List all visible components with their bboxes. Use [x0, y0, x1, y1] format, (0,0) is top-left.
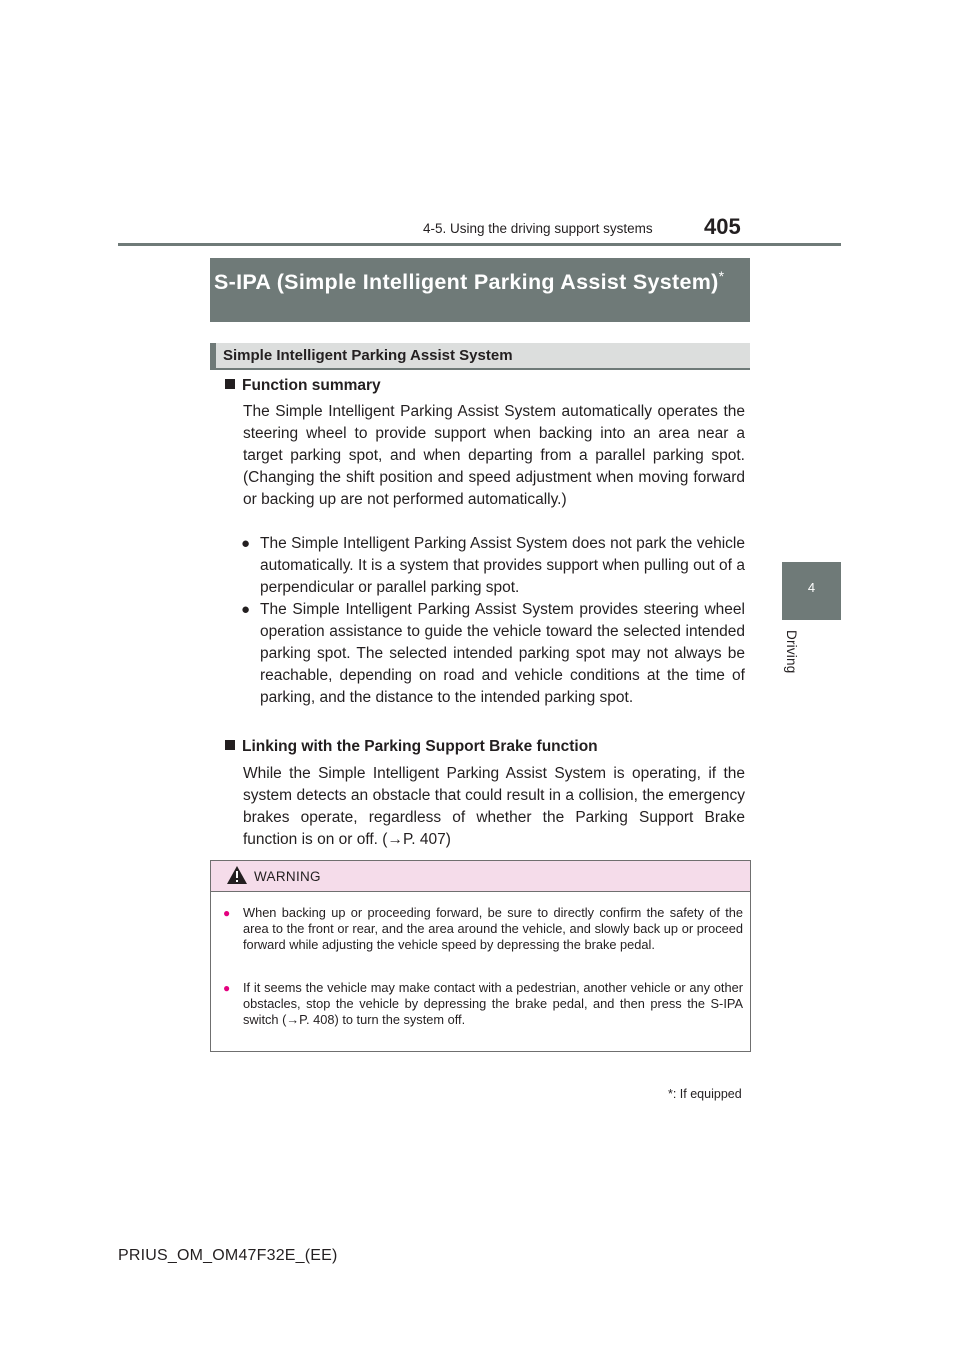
linking-heading	[225, 737, 598, 757]
bullet-dot-icon: ●	[241, 601, 251, 618]
warning-title: WARNING	[254, 869, 321, 884]
linking-heading-text: Linking with the Parking Support Brake function	[242, 738, 598, 755]
linking-body: While the Simple Intelligent Parking Assist System is operating, if the system detects an obstacle that could result in a collision, the emergency brakes operate, regardless of whether the Parking Support Brake function is on or off. (→P. 407)	[243, 765, 745, 848]
chapter-label: Driving	[784, 630, 799, 674]
square-bullet-icon	[225, 740, 235, 750]
warning-text: If it seems the vehicle may make contact with a pedestrian, another vehicle or any other obstacles, stop the vehicle by depressing the brake pedal, and then press the S-IPA switch (→P. 408) to turn the system off.	[243, 980, 743, 1027]
function-summary-heading-text: Function summary	[242, 377, 381, 394]
list-item	[241, 533, 745, 599]
warning-bullet-icon: ●	[223, 906, 231, 920]
bullet-dot-icon: ●	[241, 535, 251, 552]
subheading-accent	[210, 343, 216, 370]
list-item	[241, 599, 745, 709]
warning-item	[223, 980, 743, 1028]
function-summary-heading	[225, 376, 381, 396]
subheading: Simple Intelligent Parking Assist System	[223, 347, 513, 364]
warning-bullet-icon: ●	[223, 981, 231, 995]
document-code: PRIUS_OM_OM47F32E_(EE)	[118, 1247, 338, 1264]
page-number: 405	[704, 214, 741, 239]
section-title: 4-5. Using the driving support systems	[423, 221, 653, 236]
warning-triangle-icon	[226, 865, 248, 890]
warning-text: When backing up or proceeding forward, be sure to directly confirm the safety of the area to the front or rear, and the area around the vehicle, and slowly back up or proceed forward while adjusting the vehicle speed by depressing the brake pedal.	[243, 905, 743, 952]
footnote: *: If equipped	[668, 1087, 742, 1101]
chapter-number: 4	[807, 580, 816, 595]
warning-item	[223, 905, 743, 953]
asterisk-mark: *	[718, 268, 725, 284]
page-title-text: S-IPA (Simple Intelligent Parking Assist System)	[214, 270, 719, 295]
bullet-text: The Simple Intelligent Parking Assist System provides steering wheel operation assistance to guide the vehicle toward the selected intended parking spot. The selected intended parking spot may not always be reachable, depending on road and vehicle conditions at the time of parking, and the distance to the intended parking spot.	[260, 601, 745, 706]
page-title	[214, 262, 734, 297]
bullet-text: The Simple Intelligent Parking Assist System does not park the vehicle automatically. It is a system that provides support when pulling out of a perpendicular or parallel parking spot.	[260, 535, 745, 596]
function-summary-body: The Simple Intelligent Parking Assist System automatically operates the steering wheel to provide support when backing into an area near a target parking spot, and when departing from a parallel parking spot. (Changing the shift position and speed adjustment when moving forward or backing up are not performed automatically.)	[243, 403, 745, 508]
header-rule	[118, 243, 841, 246]
square-bullet-icon	[225, 379, 235, 389]
